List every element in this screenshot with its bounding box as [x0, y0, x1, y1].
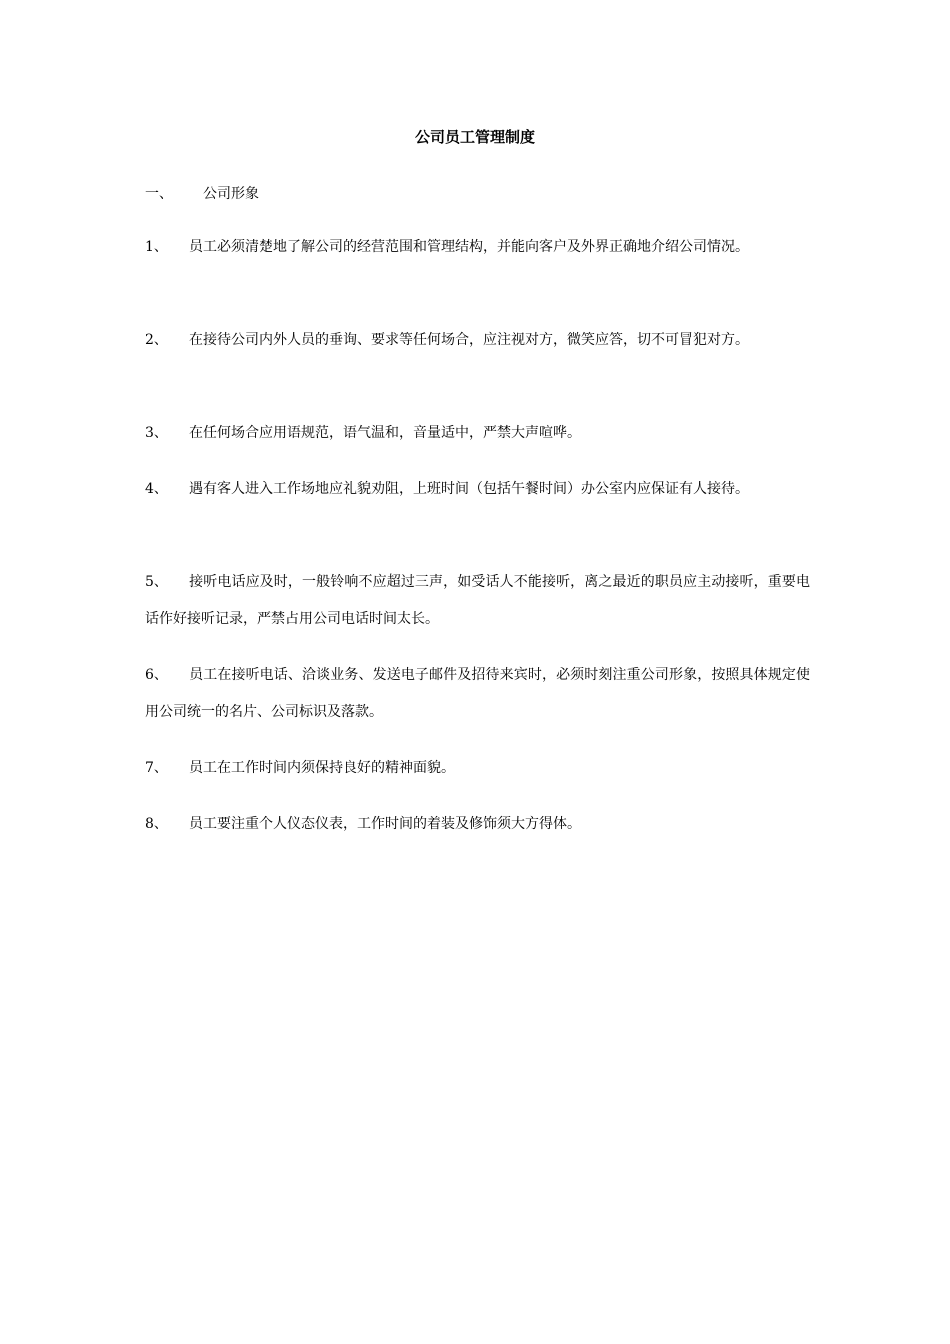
item-text: 员工在工作时间内须保持良好的精神面貌。 — [189, 760, 455, 776]
item-text: 接听电话应及时，一般铃响不应超过三声，如受话人不能接听，离之最近的职员应主动接听，重要电话作好接听记录，严禁占用公司电话时间太长。 — [145, 574, 810, 627]
item-text: 在接待公司内外人员的垂询、要求等任何场合，应注视对方，微笑应答，切不可冒犯对方。 — [189, 332, 749, 348]
list-item-1 — [145, 229, 810, 266]
item-text: 员工在接听电话、洽谈业务、发送电子邮件及招待来宾时，必须时刻注重公司形象，按照具体规定使用公司统一的名片、公司标识及落款。 — [145, 667, 810, 720]
list-item-4 — [145, 471, 810, 508]
list-item-7 — [145, 750, 810, 787]
item-text: 员工必须清楚地了解公司的经营范围和管理结构，并能向客户及外界正确地介绍公司情况。 — [189, 239, 749, 255]
list-item-2 — [145, 322, 810, 359]
document-title: 公司员工管理制度 — [414, 128, 535, 146]
list-item-8 — [145, 806, 810, 843]
item-number: 1、 — [145, 239, 168, 255]
list-item-6 — [145, 657, 810, 731]
item-number: 5、 — [145, 574, 168, 590]
item-number: 2、 — [145, 332, 168, 348]
item-text: 员工要注重个人仪态仪表，工作时间的着装及修饰须大方得体。 — [189, 816, 581, 832]
item-text: 在任何场合应用语规范，语气温和，音量适中，严禁大声喧哗。 — [189, 425, 581, 441]
item-number: 4、 — [145, 481, 168, 497]
list-item-3 — [145, 415, 810, 452]
item-number: 6、 — [145, 667, 168, 683]
item-number: 8、 — [145, 816, 168, 832]
item-text: 遇有客人进入工作场地应礼貌劝阻，上班时间（包括午餐时间）办公室内应保证有人接待。 — [189, 481, 749, 497]
section-title: 公司形象 — [203, 186, 259, 202]
item-number: 3、 — [145, 425, 168, 441]
section-heading — [145, 183, 259, 205]
item-number: 7、 — [145, 760, 168, 776]
list-item-5 — [145, 564, 810, 638]
section-number: 一、 — [145, 186, 173, 202]
